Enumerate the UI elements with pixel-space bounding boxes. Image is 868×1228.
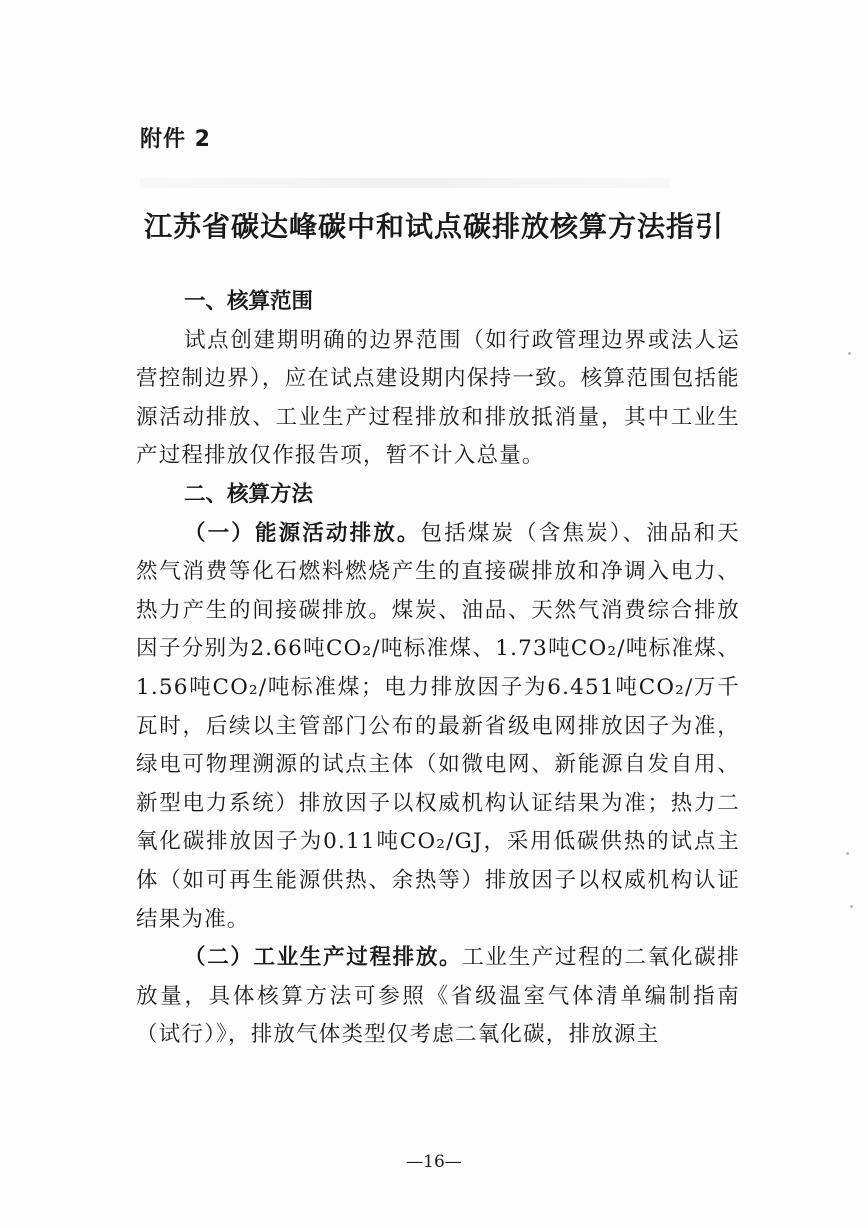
section-heading-method: 二、核算方法 (184, 481, 314, 507)
paragraph-energy-text: 包括煤炭（含焦炭）、油品和天然气消费等化石燃料燃烧产生的直接碳排放和净调入电力、热力产生的间接碳排放。煤炭、油品、天然气消费综合排放因子分别为2.66吨CO₂/吨标准煤、1.73吨CO₂/吨标准煤、1.56吨CO₂/吨标准煤；电力排放因子为6.451吨CO₂/万千瓦时，后续以主管部门公布的最新省级电网排放因子为准，绿电可物理溯源的试点主体（如微电网、新能源自发自用、新型电力系统）排放因子以权威机构认证结果为准；热力二氧化碳排放因子为0.11吨CO₂/GJ，采用低碳供热的试点主体（如可再生能源供热、余热等）排放因子以权威机构认证结果为准。 (136, 520, 740, 932)
subheading-energy: （一）能源活动排放。 (184, 520, 421, 546)
scan-speck (848, 352, 851, 355)
document-title: 江苏省碳达峰碳中和试点碳排放核算方法指引 (143, 210, 724, 243)
subheading-industry: （二）工业生产过程排放。 (184, 945, 463, 971)
document-body (136, 283, 740, 1055)
paragraph-industry-text: 工业生产过程的二氧化碳排放量，具体核算方法可参照《省级温室气体清单编制指南（试行）》，排放气体类型仅考虑二氧化碳，排放源主 (136, 945, 741, 1048)
paragraph-industry (136, 939, 740, 1055)
scan-speck (846, 852, 849, 855)
paragraph-scope: 试点创建期明确的边界范围（如行政管理边界或法人运营控制边界），应在试点建设期内保持一致。核算范围包括能源活动排放、工业生产过程排放和排放抵消量，其中工业生产过程排放仅作报告项，暂不计入总量。 (136, 327, 740, 469)
scan-speck (850, 905, 853, 908)
paragraph-energy (136, 515, 740, 940)
section-heading-scope: 一、核算范围 (184, 289, 314, 314)
show-through-artifact (140, 178, 670, 188)
page-number: —16— (406, 1152, 462, 1172)
attachment-label: 附件 2 (140, 127, 211, 152)
